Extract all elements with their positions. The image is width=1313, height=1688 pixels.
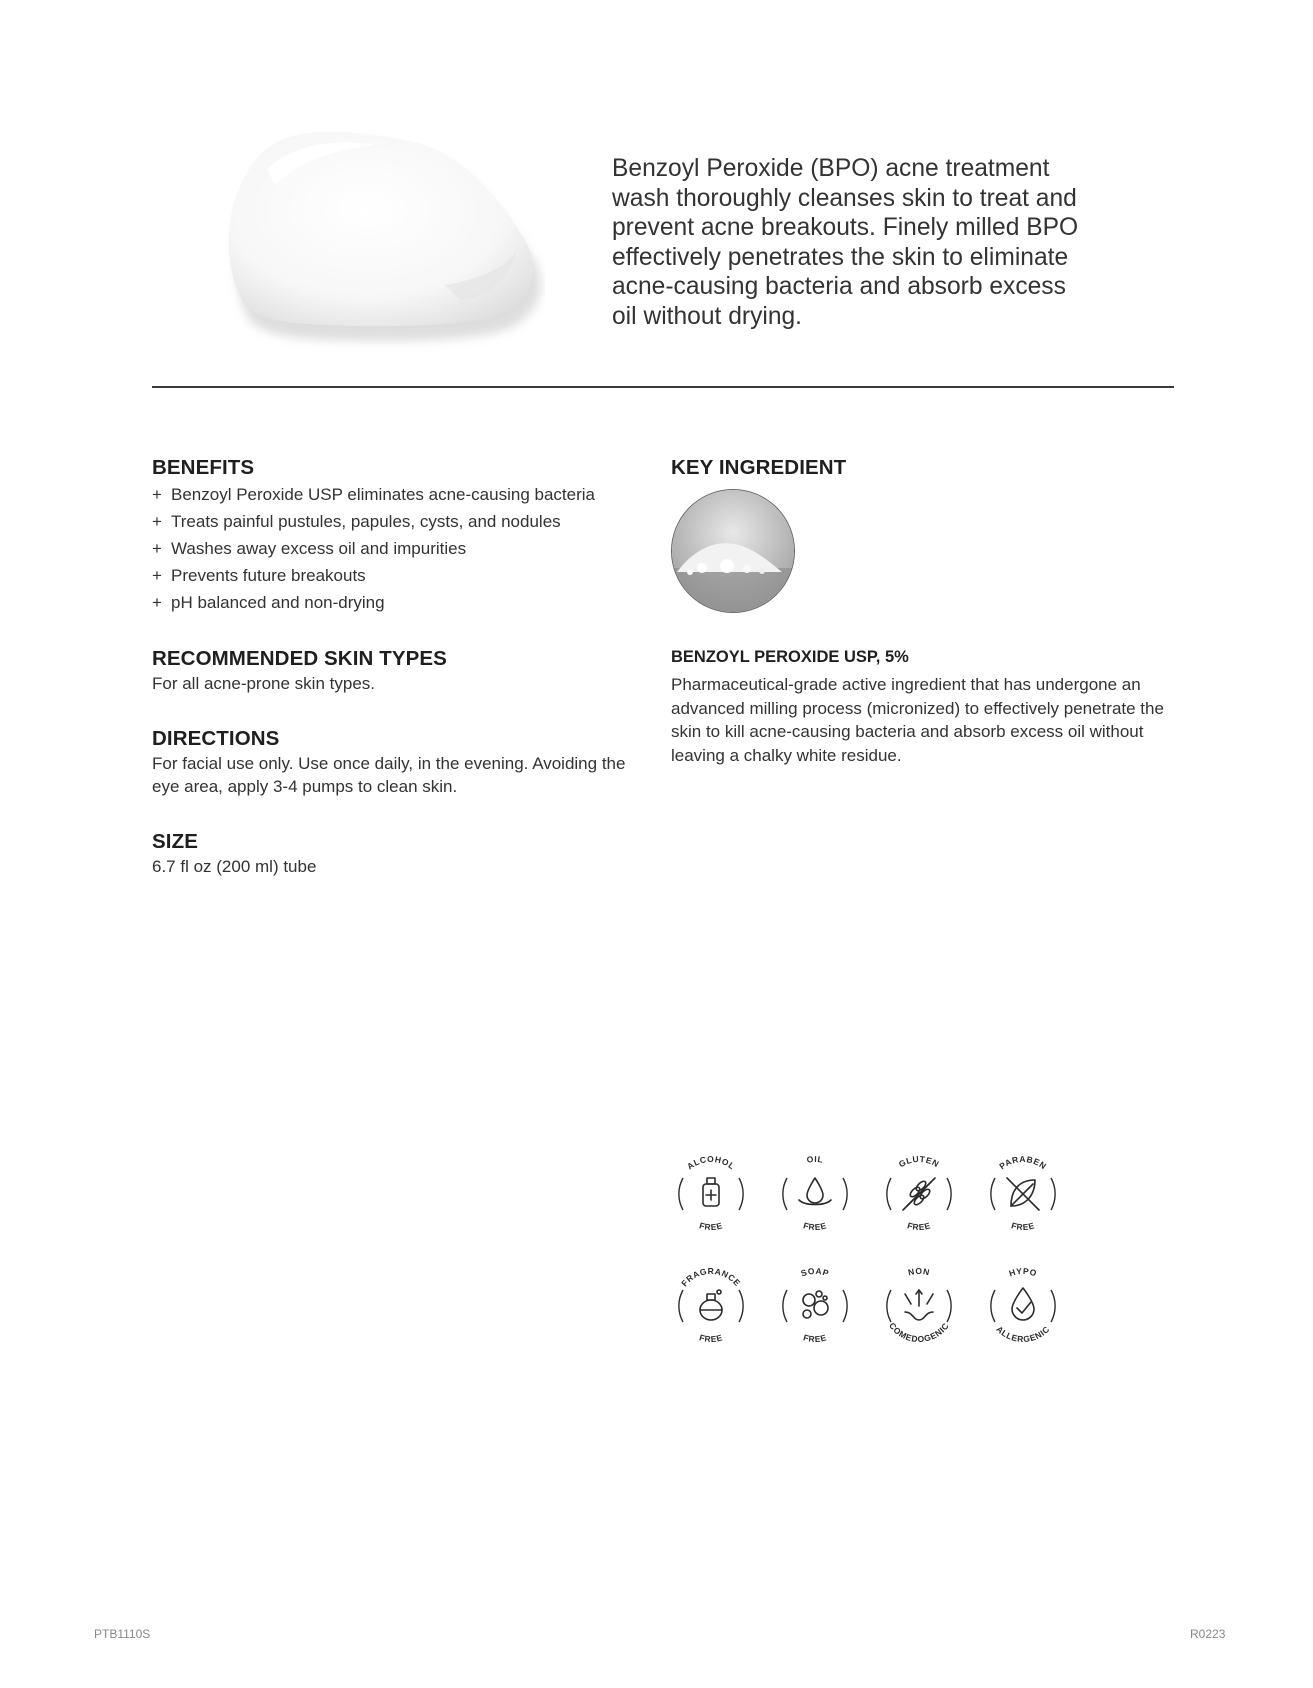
svg-text:COMEDOGENIC: COMEDOGENIC bbox=[887, 1320, 951, 1345]
list-item: + Washes away excess oil and impurities bbox=[152, 535, 632, 562]
svg-text:GLUTEN: GLUTEN bbox=[896, 1153, 942, 1170]
skin-types-text: For all acne-prone skin types. bbox=[152, 674, 375, 693]
list-item: + Benzoyl Peroxide USP eliminates acne-causing bacteria bbox=[152, 481, 632, 508]
cream-swatch-image bbox=[205, 110, 545, 365]
wheat-icon bbox=[903, 1178, 935, 1210]
left-column bbox=[152, 455, 632, 908]
svg-text:FREE: FREE bbox=[802, 1220, 828, 1233]
badge-non-comedogenic bbox=[873, 1260, 965, 1352]
badge-soap-free bbox=[769, 1260, 861, 1352]
product-code: PTB1110S bbox=[94, 1627, 151, 1641]
badge-gluten-free bbox=[873, 1148, 965, 1240]
list-item: + pH balanced and non-drying bbox=[152, 589, 632, 616]
pore-icon bbox=[905, 1290, 933, 1320]
oil-drop-icon bbox=[799, 1178, 831, 1205]
plus-bullet: + bbox=[152, 566, 162, 585]
plus-bullet: + bbox=[152, 485, 162, 504]
svg-text:FREE: FREE bbox=[1010, 1220, 1036, 1233]
bubbles-icon bbox=[803, 1291, 828, 1318]
perfume-icon bbox=[700, 1290, 722, 1320]
svg-text:SOAP: SOAP bbox=[799, 1265, 831, 1279]
ingredient-description: Pharmaceutical-grade active ingredient that has undergone an advanced milling process (micronized) to effectively penetrate the skin to kill acne-causing bacteria and absorb excess oil without leaving a chalky white residue. bbox=[671, 675, 1164, 765]
svg-text:FRAGRANCE: FRAGRANCE bbox=[679, 1265, 743, 1289]
leaf-icon bbox=[1007, 1178, 1039, 1210]
size-text: 6.7 fl oz (200 ml) tube bbox=[152, 856, 317, 876]
benefits-heading: BENEFITS bbox=[152, 456, 255, 479]
check-drop-icon bbox=[1012, 1288, 1034, 1320]
svg-text:FREE: FREE bbox=[906, 1220, 932, 1233]
revision-code: R0223 bbox=[1190, 1627, 1226, 1641]
plus-bullet: + bbox=[152, 539, 162, 558]
size-section bbox=[152, 829, 632, 879]
intro-description: Benzoyl Peroxide (BPO) acne treatment wash thoroughly cleanses skin to treat and prevent acne breakouts. Finely milled BPO effectively penetrates the skin to eliminate acne-causing bacteria and absorb excess oil without drying. bbox=[612, 155, 1079, 330]
ingredient-name: BENZOYL PEROXIDE USP, 5% bbox=[671, 648, 909, 666]
ingredient-powder-image bbox=[671, 489, 795, 613]
directions-text: For facial use only. Use once daily, in the evening. Avoiding the eye area, apply 3-4 pumps to clean skin. bbox=[152, 753, 626, 796]
svg-text:FREE: FREE bbox=[698, 1332, 724, 1345]
plus-bullet: + bbox=[152, 512, 162, 531]
right-column bbox=[671, 455, 1191, 767]
list-item: + Treats painful pustules, papules, cysts, and nodules bbox=[152, 508, 632, 535]
free-from-badges bbox=[665, 1148, 1085, 1352]
directions-section bbox=[152, 726, 632, 799]
skin-types-heading: RECOMMENDED SKIN TYPES bbox=[152, 647, 447, 670]
badge-hypoallergenic bbox=[977, 1260, 1069, 1352]
key-ingredient-heading: KEY INGREDIENT bbox=[671, 456, 847, 479]
benefits-list bbox=[152, 481, 632, 616]
size-heading: SIZE bbox=[152, 829, 198, 853]
svg-text:FREE: FREE bbox=[802, 1332, 828, 1345]
svg-text:NON: NON bbox=[907, 1266, 931, 1278]
svg-text:ALLERGENIC: ALLERGENIC bbox=[994, 1323, 1052, 1345]
svg-text:HYPO: HYPO bbox=[1007, 1265, 1039, 1279]
svg-text:ALCOHOL: ALCOHOL bbox=[685, 1153, 738, 1172]
badge-alcohol-free bbox=[665, 1148, 757, 1240]
list-item: + Prevents future breakouts bbox=[152, 562, 632, 589]
benefits-section bbox=[152, 455, 632, 616]
badge-fragrance-free bbox=[665, 1260, 757, 1352]
svg-text:PARABEN: PARABEN bbox=[997, 1153, 1049, 1172]
badge-paraben-free bbox=[977, 1148, 1069, 1240]
plus-bullet: + bbox=[152, 593, 162, 612]
section-divider bbox=[152, 386, 1174, 388]
directions-heading: DIRECTIONS bbox=[152, 726, 280, 750]
badge-oil-free bbox=[769, 1148, 861, 1240]
skin-types-section bbox=[152, 646, 632, 696]
svg-text:FREE: FREE bbox=[698, 1220, 724, 1233]
bottle-icon bbox=[703, 1178, 719, 1206]
svg-text:OIL: OIL bbox=[805, 1153, 825, 1165]
